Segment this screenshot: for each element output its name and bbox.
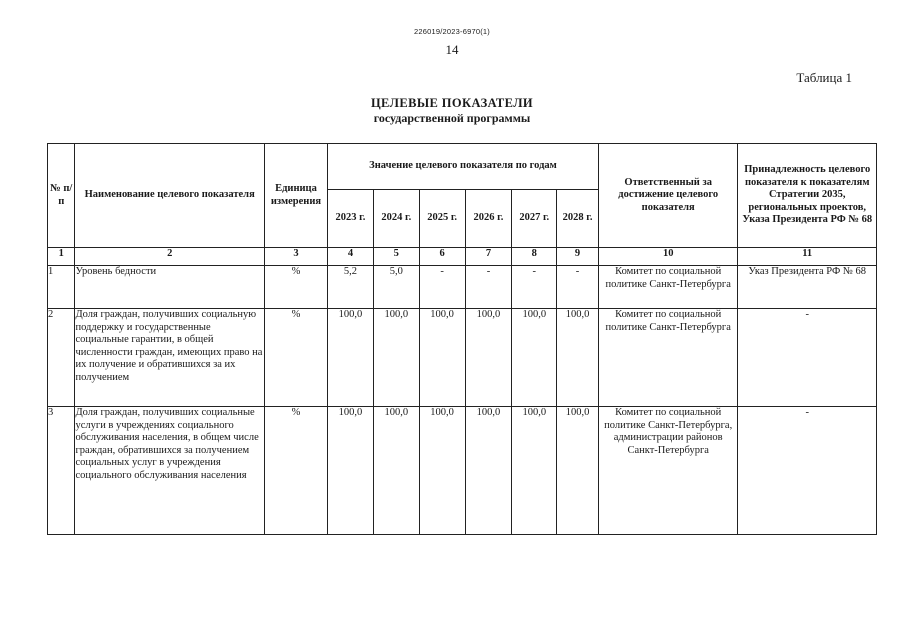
value-cell: 100,0 — [373, 309, 419, 407]
belonging-cell: - — [738, 407, 877, 535]
value-cell: 5,2 — [328, 266, 374, 309]
value-cell: - — [512, 266, 557, 309]
column-number: 5 — [373, 248, 419, 266]
table-row — [48, 407, 877, 535]
table-row — [48, 309, 877, 407]
table-row — [48, 266, 877, 309]
value-cell: 100,0 — [373, 407, 419, 535]
header-unit: Единица измерения — [264, 144, 327, 248]
value-cell: 100,0 — [512, 407, 557, 535]
value-cell: 5,0 — [373, 266, 419, 309]
indicator-name: Доля граждан, получивших социальные услуги в учреждениях социального обслуживания населения, в общем числе граждан, обратившихся за получением социальных услуг в учреждения социального обслуживания населения — [75, 407, 264, 535]
column-number: 1 — [48, 248, 75, 266]
value-cell: 100,0 — [328, 309, 374, 407]
target-indicators-table — [47, 143, 877, 535]
indicator-name: Уровень бедности — [75, 266, 264, 309]
column-number: 10 — [598, 248, 738, 266]
header-responsible: Ответственный за достижение целевого показателя — [598, 144, 738, 248]
header-year: 2028 г. — [557, 190, 599, 248]
column-number: 7 — [465, 248, 512, 266]
header-year: 2027 г. — [512, 190, 557, 248]
page-title: ЦЕЛЕВЫЕ ПОКАЗАТЕЛИ — [370, 96, 534, 110]
value-cell: 100,0 — [557, 407, 599, 535]
header-name: Наименование целевого показателя — [75, 144, 264, 248]
page-subtitle: государственной программы — [373, 111, 531, 125]
table-header-row — [48, 144, 877, 190]
belonging-cell: - — [738, 309, 877, 407]
column-number: 9 — [557, 248, 599, 266]
indicator-unit: % — [264, 266, 327, 309]
value-cell: - — [557, 266, 599, 309]
value-cell: - — [419, 266, 465, 309]
column-number: 3 — [264, 248, 327, 266]
header-belonging: Принадлежность целевого показателя к показателям Стратегии 2035, региональных проектов, Указа Президента РФ № 68 — [738, 144, 877, 248]
responsible-cell: Комитет по социальной политике Санкт-Петербурга — [598, 309, 738, 407]
belonging-cell: Указ Президента РФ № 68 — [738, 266, 877, 309]
row-number: 1 — [48, 266, 75, 309]
column-number: 4 — [328, 248, 374, 266]
indicator-unit: % — [264, 309, 327, 407]
column-number: 8 — [512, 248, 557, 266]
value-cell: 100,0 — [419, 309, 465, 407]
value-cell: 100,0 — [512, 309, 557, 407]
header-year: 2026 г. — [465, 190, 512, 248]
table-label: Таблица 1 — [796, 70, 852, 85]
value-cell: 100,0 — [465, 407, 512, 535]
column-number-row — [48, 248, 877, 266]
header-values-group: Значение целевого показателя по годам — [328, 144, 599, 190]
value-cell: 100,0 — [419, 407, 465, 535]
header-year: 2024 г. — [373, 190, 419, 248]
value-cell: 100,0 — [557, 309, 599, 407]
header-year: 2023 г. — [328, 190, 374, 248]
value-cell: 100,0 — [328, 407, 374, 535]
responsible-cell: Комитет по социальной политике Санкт-Петербурга, администрации районов Санкт-Петербурга — [598, 407, 738, 535]
row-number: 3 — [48, 407, 75, 535]
header-num: № п/п — [48, 144, 75, 248]
indicator-unit: % — [264, 407, 327, 535]
column-number: 2 — [75, 248, 264, 266]
responsible-cell: Комитет по социальной политике Санкт-Петербурга — [598, 266, 738, 309]
value-cell: 100,0 — [465, 309, 512, 407]
value-cell: - — [465, 266, 512, 309]
row-number: 2 — [48, 309, 75, 407]
column-number: 6 — [419, 248, 465, 266]
column-number: 11 — [738, 248, 877, 266]
document-id: 226019/2023-6970(1) — [414, 27, 490, 36]
page-number: 14 — [445, 42, 459, 57]
indicator-name: Доля граждан, получивших социальную поддержку и государственные социальные гарантии, в общей численности граждан, имеющих право на их получение и обратившихся за их получением — [75, 309, 264, 407]
header-year: 2025 г. — [419, 190, 465, 248]
